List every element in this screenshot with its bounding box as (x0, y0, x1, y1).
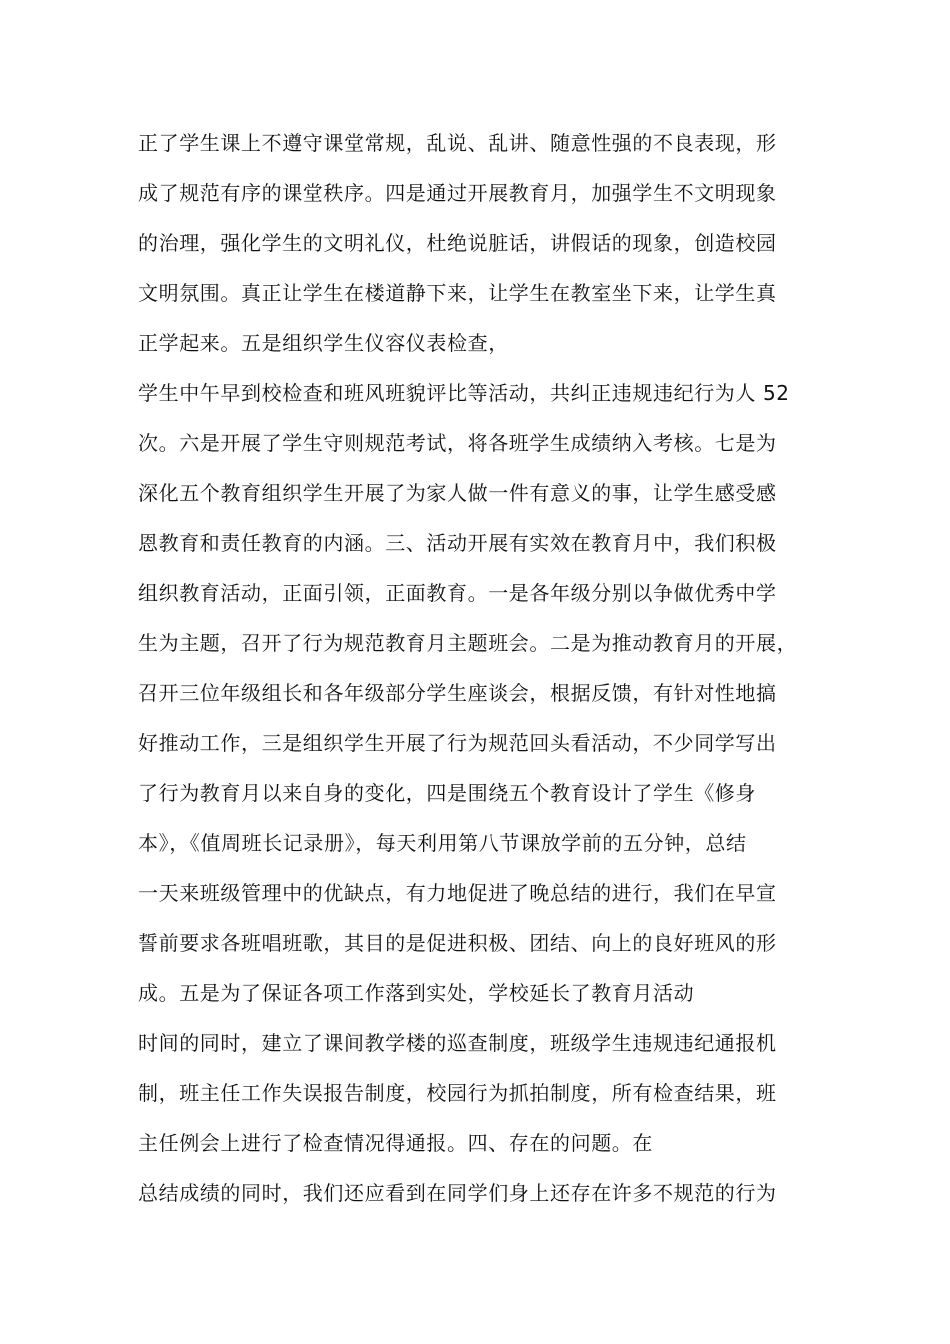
text-line: 成了规范有序的课堂秩序。四是通过开展教育月，加强学生不文明现象 (138, 181, 777, 205)
text-line: 正学起来。五是组织学生仪容仪表检查， (138, 331, 509, 355)
text-line: 恩教育和责任教育的内涵。三、活动开展有实效在教育月中，我们积极 (138, 531, 777, 555)
text-line: 一天来班级管理中的优缺点，有力地促进了晚总结的进行，我们在早宣 (138, 881, 777, 905)
text-line: 时间的同时，建立了课间教学楼的巡查制度，班级学生违规违纪通报机 (138, 1031, 777, 1055)
text-line: 生为主题，召开了行为规范教育月主题班会。二是为推动教育月的开展， (138, 631, 798, 655)
text-line: 的治理，强化学生的文明礼仪，杜绝说脏话，讲假话的现象，创造校园 (138, 231, 777, 255)
text-line: 了行为教育月以来自身的变化，四是围绕五个教育设计了学生《修身 (138, 781, 756, 805)
text-line: 成。五是为了保证各项工作落到实处，学校延长了教育月活动 (138, 981, 695, 1005)
text-line: 主任例会上进行了检查情况得通报。四、存在的问题。在 (138, 1131, 653, 1155)
text-line: 总结成绩的同时，我们还应看到在同学们身上还存在许多不规范的行为 (138, 1181, 777, 1205)
text-line: 正了学生课上不遵守课堂常规，乱说、乱讲、随意性强的不良表现，形 (138, 131, 777, 155)
text-line: 召开三位年级组长和各年级部分学生座谈会，根据反馈，有针对性地搞 (138, 681, 777, 705)
text-line: 文明氛围。真正让学生在楼道静下来，让学生在教室坐下来，让学生真 (138, 281, 777, 305)
body-text (138, 118, 838, 1218)
text-line: 次。六是开展了学生守则规范考试，将各班学生成绩纳入考核。七是为 (138, 431, 777, 455)
text-line: 深化五个教育组织学生开展了为家人做一件有意义的事，让学生感受感 (138, 481, 777, 505)
text-line: 好推动工作，三是组织学生开展了行为规范回头看活动，不少同学写出 (138, 731, 777, 755)
text-line: 学生中午早到校检查和班风班貌评比等活动，共纠正违规违纪行为人 52 (138, 381, 790, 405)
text-line: 本》，《值周班长记录册》，每天利用第八节课放学前的五分钟，总结 (138, 831, 747, 855)
text-line: 制，班主任工作失误报告制度，校园行为抓拍制度，所有检查结果，班 (138, 1081, 777, 1105)
text-line: 组织教育活动，正面引领，正面教育。一是各年级分别以争做优秀中学 (138, 581, 777, 605)
text-line: 誓前要求各班唱班歌，其目的是促进积极、团结、向上的良好班风的形 (138, 931, 777, 955)
